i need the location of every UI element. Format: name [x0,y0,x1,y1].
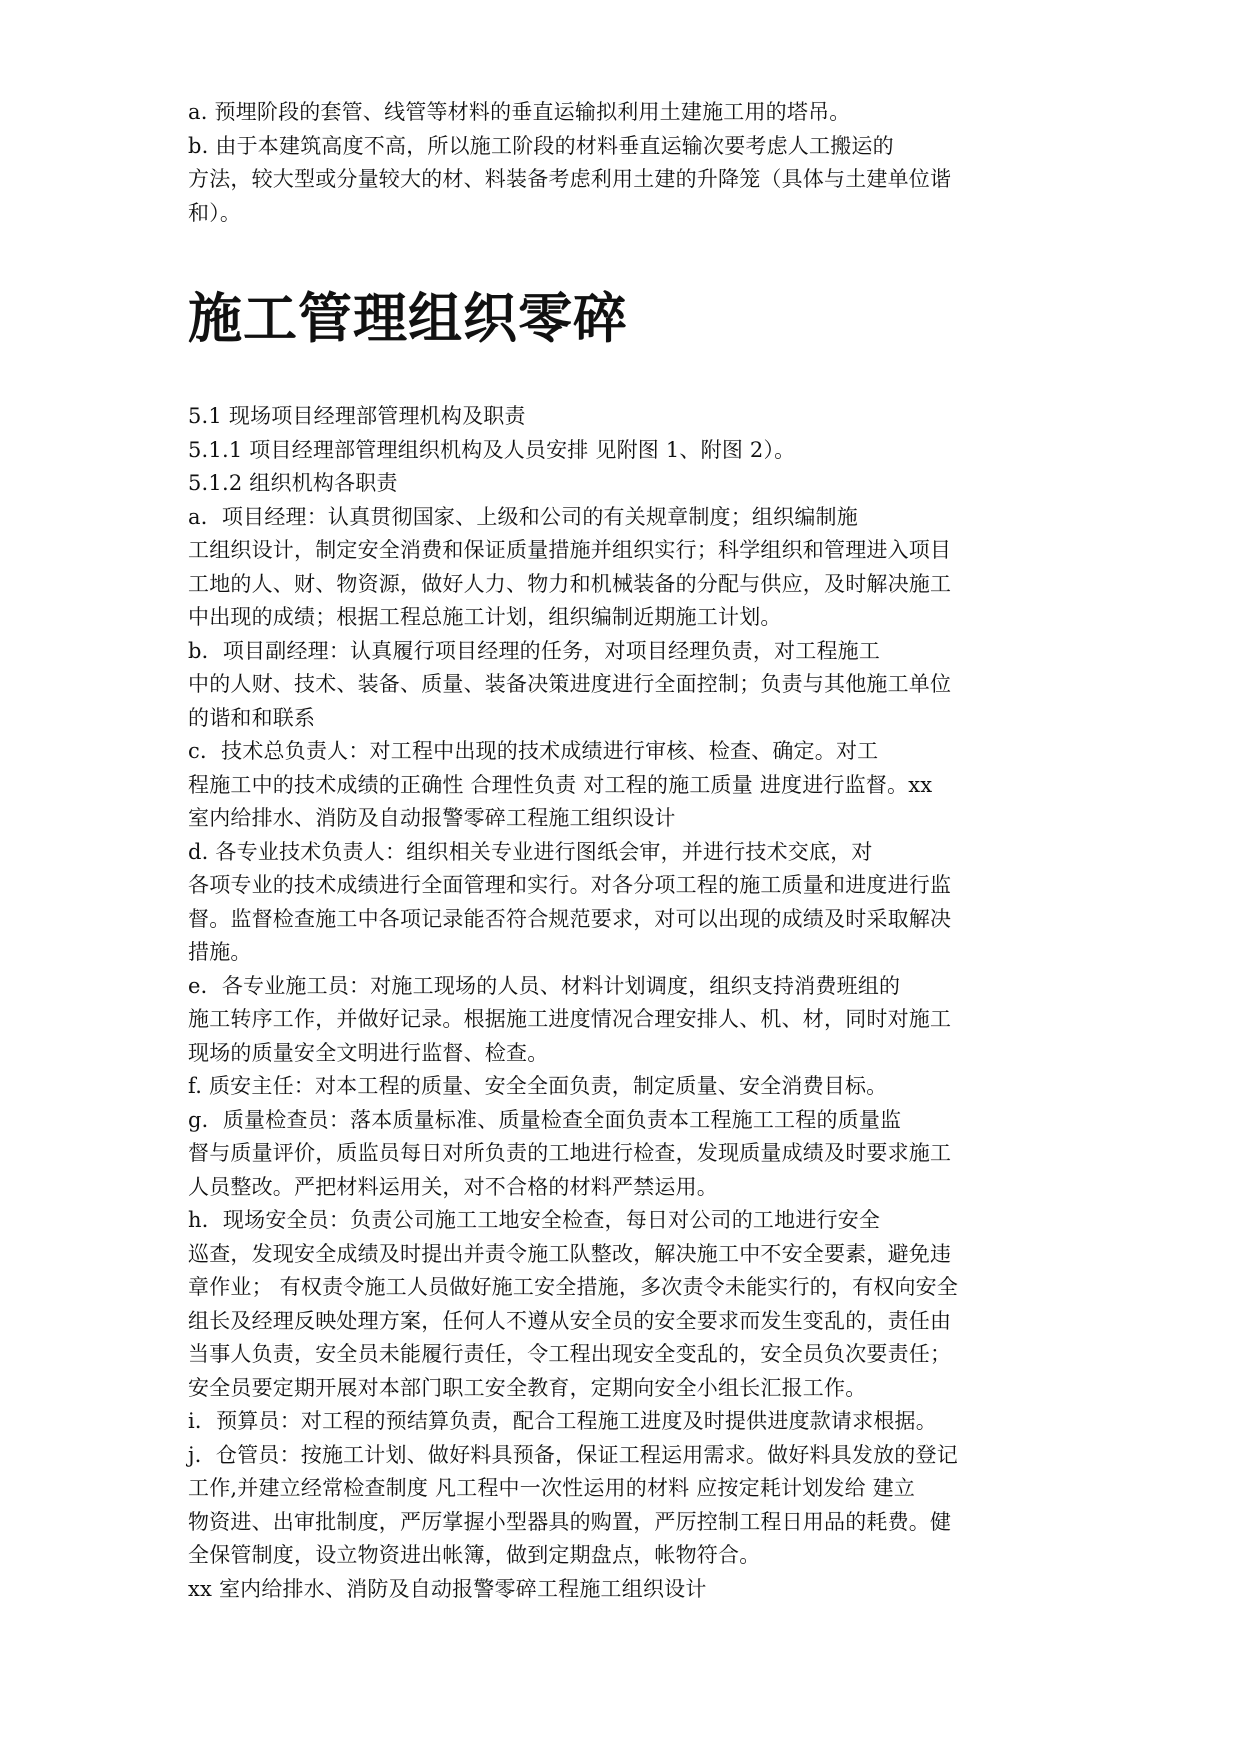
body-line: 督与质量评价，质监员每日对所负责的工地进行检查，发现质量成绩及时要求施工 [188,1141,952,1165]
spacer [188,230,1088,284]
spacer [188,354,1088,400]
body-line: 施工转序工作，并做好记录。根据施工进度情况合理安排人、机、材，同时对施工 [188,1007,952,1031]
body-line: b．项目副经理：认真履行项目经理的任务，对项目经理负责，对工程施工 [188,638,881,663]
body-line: c．技术总负责人：对工程中出现的技术成绩进行审核、检查、确定。对工 [188,739,879,763]
body-line: d. 各专业技术负责人：组织相关专业进行图纸会审，并进行技术交底，对 [188,839,873,864]
body-line: 室内给排水、消防及自动报警零碎工程施工组织设计 [188,806,676,830]
body-line: 5.1.2 组织机构各职责 [188,471,398,495]
intro-line: 方法，较大型或分量较大的材、料装备考虑利用土建的升降笼（具体与土建单位谐 [188,167,952,191]
body-line: 的谐和和联系 [188,705,316,730]
body-line: 章作业； 有权责令施工人员做好施工安全措施，多次责令未能实行的，有权向安全 [188,1275,959,1299]
body-line: 现场的质量安全文明进行监督、检查。 [188,1040,549,1065]
body-line: 措施。 [188,940,252,964]
body-line: 全保管制度，设立物资进出帐簿，做到定期盘点，帐物符合。 [188,1543,761,1567]
body-line: 工地的人、财、物资源，做好人力、物力和机械装备的分配与供应，及时解决施工 [188,571,952,596]
body-line: 各项专业的技术成绩进行全面管理和实行。对各分项工程的施工质量和进度进行监 [188,873,952,897]
body-line: 物资进、出审批制度，严厉掌握小型器具的购置，严厉控制工程日用品的耗费。健 [188,1509,952,1534]
intro-line: 和）。 [188,200,242,225]
body-line: g．质量检查员：落本质量标准、质量检查全面负责本工程施工工程的质量监 [188,1107,902,1132]
body-line: e．各专业施工员：对施工现场的人员、材料计划调度，组织支持消费班组的 [188,973,901,998]
body-section [188,400,1088,1606]
section-heading: 施工管理组织零碎 [188,287,628,350]
body-line: 中的人财、技术、装备、质量、装备决策进度进行全面控制；负责与其他施工单位 [188,672,952,696]
body-line: h．现场安全员：负责公司施工工地安全检查，每日对公司的工地进行安全 [188,1208,881,1232]
intro-line: a. 预埋阶段的套管、线管等材料的垂直运输拟利用土建施工用的塔吊。 [188,100,851,124]
body-line: 人员整改。严把材料运用关，对不合格的材料严禁运用。 [188,1174,718,1199]
intro-line: b. 由于本建筑高度不高，所以施工阶段的材料垂直运输次要考虑人工搬运的 [188,133,894,158]
body-line: 督。监督检查施工中各项记录能否符合规范要求，对可以出现的成绩及时采取解决 [188,906,952,931]
body-line: 程施工中的技术成绩的正确性 合理性负责 对工程的施工质量 进度进行监督。xx [188,772,933,797]
body-line: 5.1 现场项目经理部管理机构及职责 [188,404,526,428]
body-line: 工组织设计，制定安全消费和保证质量措施并组织实行；科学组织和管理进入项目 [188,538,952,562]
document-page [188,96,1088,1606]
body-line: j．仓管员：按施工计划、做好料具预备，保证工程运用需求。做好料具发放的登记 [188,1442,958,1467]
body-line: i．预算员：对工程的预结算负责，配合工程施工进度及时提供进度款请求根据。 [188,1409,937,1433]
body-line: xx 室内给排水、消防及自动报警零碎工程施工组织设计 [188,1576,707,1601]
body-line: 工作,并建立经常检查制度 凡工程中一次性运用的材料 应按定耗计划发给 建立 [188,1476,916,1500]
body-line: 巡查，发现安全成绩及时提出并责令施工队整改，解决施工中不安全要素，避免违 [188,1241,952,1266]
body-line: a．项目经理：认真贯彻国家、上级和公司的有关规章制度；组织编制施 [188,504,858,529]
body-line: f. 质安主任：对本工程的质量、安全全面负责，制定质量、安全消费目标。 [188,1074,888,1098]
body-line: 安全员要定期开展对本部门职工安全教育，定期向安全小组长汇报工作。 [188,1375,867,1400]
body-line: 当事人负责，安全员未能履行责任，令工程出现安全变乱的，安全员负次要责任； [188,1342,952,1366]
intro-section [188,96,1088,230]
body-line: 5.1.1 项目经理部管理组织机构及人员安排 见附图 1、附图 2）。 [188,437,796,462]
body-line: 中出现的成绩；根据工程总施工计划，组织编制近期施工计划。 [188,605,782,629]
body-line: 组长及经理反映处理方案，任何人不遵从安全员的安全要求而发生变乱的，责任由 [188,1308,952,1333]
